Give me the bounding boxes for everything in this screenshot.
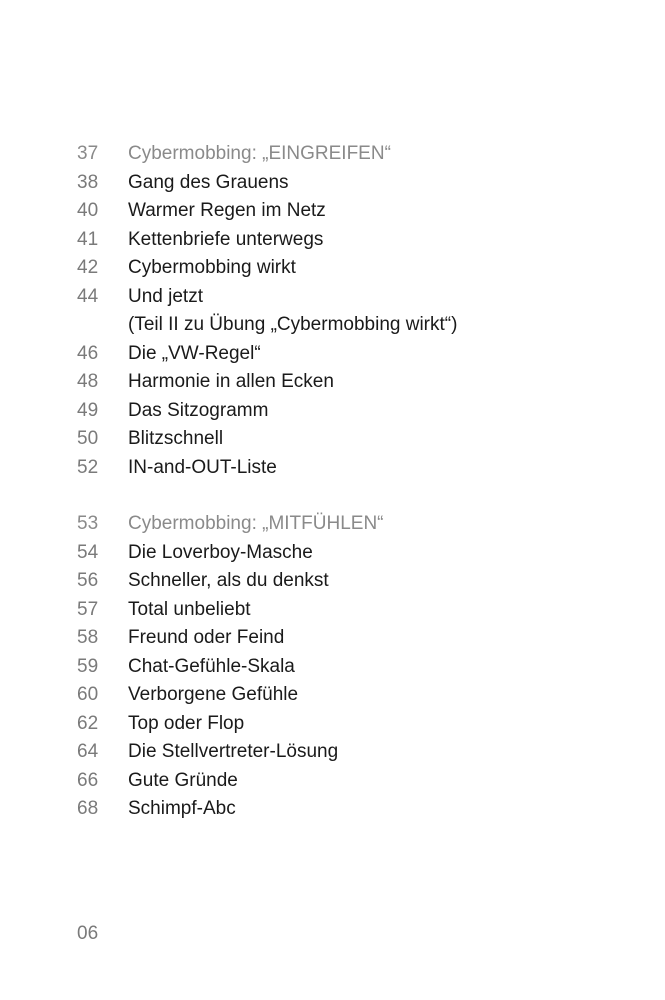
entry-page-number: 41 (77, 228, 99, 250)
toc-entry (0, 653, 665, 682)
entry-page-number: 42 (77, 257, 99, 278)
entry-title: IN-and-OUT-Liste (128, 456, 277, 478)
entry-title: Die „VW-Regel“ (128, 342, 261, 364)
entry-title: Gang des Grauens (128, 171, 289, 193)
entry-page-number: 50 (77, 428, 99, 449)
section-title: Cybermobbing: „MITFÜHLEN“ (128, 513, 384, 534)
toc-entry (0, 710, 665, 739)
entry-title: Blitzschnell (128, 428, 224, 449)
entry-page-number: 56 (77, 570, 99, 591)
entry-page-number: 54 (77, 541, 99, 563)
entry-title: Verborgene Gefühle (128, 684, 299, 705)
entry-page-number: 52 (77, 456, 99, 478)
toc-entry (0, 539, 665, 568)
toc-entry (0, 169, 665, 198)
toc-entry (0, 254, 665, 283)
toc-entry (0, 738, 665, 767)
entry-page-number: 44 (77, 285, 99, 307)
section-page-number: 53 (77, 513, 99, 534)
entry-title: Chat-Gefühle-Skala (128, 655, 295, 677)
toc-entry (0, 226, 665, 255)
section-title: Cybermobbing: „EINGREIFEN“ (128, 143, 391, 164)
entry-page-number: 46 (77, 342, 99, 364)
entry-page-number: 59 (77, 655, 99, 677)
section-header (0, 510, 665, 539)
entry-title: Total unbeliebt (128, 598, 251, 620)
toc-entry (0, 795, 665, 824)
entry-title: Schimpf-Abc (128, 798, 236, 819)
toc-entry (0, 767, 665, 796)
entry-title: Die Stellvertreter-Lösung (128, 741, 339, 762)
entry-page-number: 40 (77, 200, 99, 221)
section-page-number: 37 (77, 143, 99, 164)
entry-title: Das Sitzogramm (128, 399, 269, 421)
toc-section-eingreifen (0, 140, 665, 482)
toc-entry (0, 624, 665, 653)
entry-title: Kettenbriefe unterwegs (128, 228, 324, 250)
toc-entry (0, 681, 665, 710)
toc-entry (0, 283, 665, 312)
table-of-contents (0, 140, 665, 824)
section-header (0, 140, 665, 169)
entry-page-number: 62 (77, 712, 99, 734)
entry-page-number: 66 (77, 769, 99, 791)
entry-page-number: 57 (77, 598, 99, 620)
entry-page-number: 68 (77, 798, 99, 819)
toc-entry (0, 425, 665, 454)
entry-title: Warmer Regen im Netz (128, 200, 326, 221)
entry-page-number: 49 (77, 399, 99, 421)
toc-entry (0, 454, 665, 483)
entry-title: Gute Gründe (128, 769, 238, 791)
toc-entry (0, 340, 665, 369)
toc-entry (0, 368, 665, 397)
toc-section-mitfuehlen (0, 510, 665, 824)
entry-page-number: 60 (77, 684, 99, 705)
entry-title: (Teil II zu Übung „Cybermobbing wirkt“) (128, 314, 458, 335)
toc-entry-continuation (0, 311, 665, 340)
toc-entry (0, 397, 665, 426)
entry-title: Harmonie in allen Ecken (128, 371, 334, 392)
toc-entry (0, 596, 665, 625)
entry-page-number: 38 (77, 171, 99, 193)
page-number: 06 (77, 923, 99, 944)
entry-page-number: 48 (77, 371, 99, 392)
entry-page-number: 64 (77, 741, 99, 762)
entry-title: Die Loverboy-Masche (128, 541, 313, 563)
toc-entry (0, 197, 665, 226)
toc-entry (0, 567, 665, 596)
entry-page-number: 58 (77, 627, 99, 648)
entry-title: Top oder Flop (128, 712, 245, 734)
entry-title: Freund oder Feind (128, 627, 285, 648)
entry-title: Und jetzt (128, 285, 203, 307)
entry-title: Schneller, als du denkst (128, 570, 329, 591)
entry-title: Cybermobbing wirkt (128, 257, 296, 278)
